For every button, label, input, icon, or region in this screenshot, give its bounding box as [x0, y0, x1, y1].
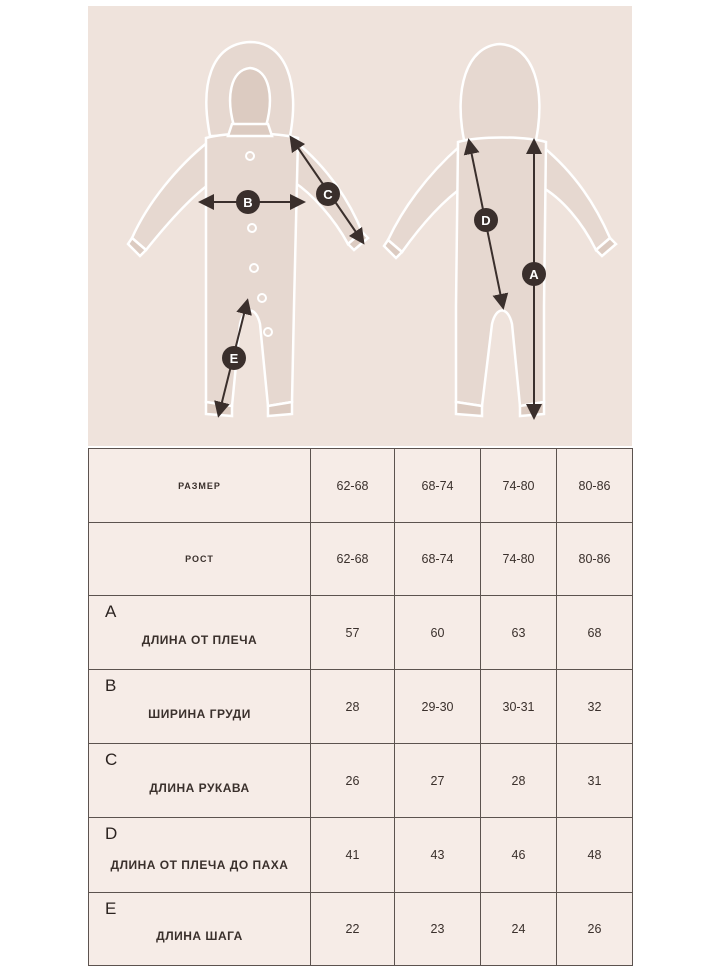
svg-text:E: E — [229, 351, 239, 366]
table-row-b — [89, 670, 633, 744]
table-cell: 74-80 — [481, 449, 557, 523]
table-row-a — [89, 596, 633, 670]
size-guide-illustration — [88, 6, 632, 446]
table-cell: 30-31 — [481, 670, 557, 744]
svg-text:D: D — [481, 213, 491, 228]
marker-d — [474, 208, 498, 232]
table-row-c — [89, 744, 633, 818]
marker-e — [222, 346, 246, 370]
table-cell: 29-30 — [395, 670, 481, 744]
marker-c — [316, 182, 340, 206]
svg-text:C: C — [323, 187, 333, 202]
table-cell: 22 — [311, 893, 395, 966]
table-cell: 62-68 — [311, 449, 395, 523]
table-cell: 68-74 — [395, 449, 481, 523]
row-label: A ДЛИНА ОТ ПЛЕЧА — [89, 596, 311, 670]
svg-text:A: A — [529, 267, 539, 282]
table-row-d — [89, 818, 633, 893]
row-letter: E — [105, 899, 117, 918]
table-cell: 68 — [557, 596, 633, 670]
table-row-height — [89, 523, 633, 596]
table-cell: 48 — [557, 818, 633, 893]
table-cell: 28 — [311, 670, 395, 744]
table-cell: 68-74 — [395, 523, 481, 596]
row-letter: B — [105, 676, 117, 695]
table-cell: 80-86 — [557, 523, 633, 596]
table-cell: 24 — [481, 893, 557, 966]
table-cell: 28 — [481, 744, 557, 818]
row-label: РАЗМЕР — [89, 449, 311, 523]
row-letter: A — [105, 602, 117, 621]
table-cell: 26 — [311, 744, 395, 818]
marker-b — [236, 190, 260, 214]
table-cell: 80-86 — [557, 449, 633, 523]
table-cell: 32 — [557, 670, 633, 744]
table-cell: 74-80 — [481, 523, 557, 596]
table-cell: 46 — [481, 818, 557, 893]
table-row-size — [89, 449, 633, 523]
svg-text:B: B — [243, 195, 253, 210]
table-cell: 62-68 — [311, 523, 395, 596]
table-cell: 63 — [481, 596, 557, 670]
table-cell: 41 — [311, 818, 395, 893]
table-cell: 26 — [557, 893, 633, 966]
table-cell: 60 — [395, 596, 481, 670]
table-cell: 27 — [395, 744, 481, 818]
row-label: B ШИРИНА ГРУДИ — [89, 670, 311, 744]
table-cell: 23 — [395, 893, 481, 966]
table-row-e — [89, 893, 633, 966]
row-label: D ДЛИНА ОТ ПЛЕЧА ДО ПАХА — [89, 818, 311, 893]
jumpsuit-diagram — [88, 6, 632, 446]
row-letter: D — [105, 824, 118, 843]
row-letter: C — [105, 750, 118, 769]
row-label: C ДЛИНА РУКАВА — [89, 744, 311, 818]
row-label: РОСТ — [89, 523, 311, 596]
row-label: E ДЛИНА ШАГА — [89, 893, 311, 966]
back-view-jumpsuit — [384, 44, 616, 416]
marker-a — [522, 262, 546, 286]
table-cell: 43 — [395, 818, 481, 893]
table-cell: 57 — [311, 596, 395, 670]
table-cell: 31 — [557, 744, 633, 818]
size-chart-table — [88, 448, 633, 966]
